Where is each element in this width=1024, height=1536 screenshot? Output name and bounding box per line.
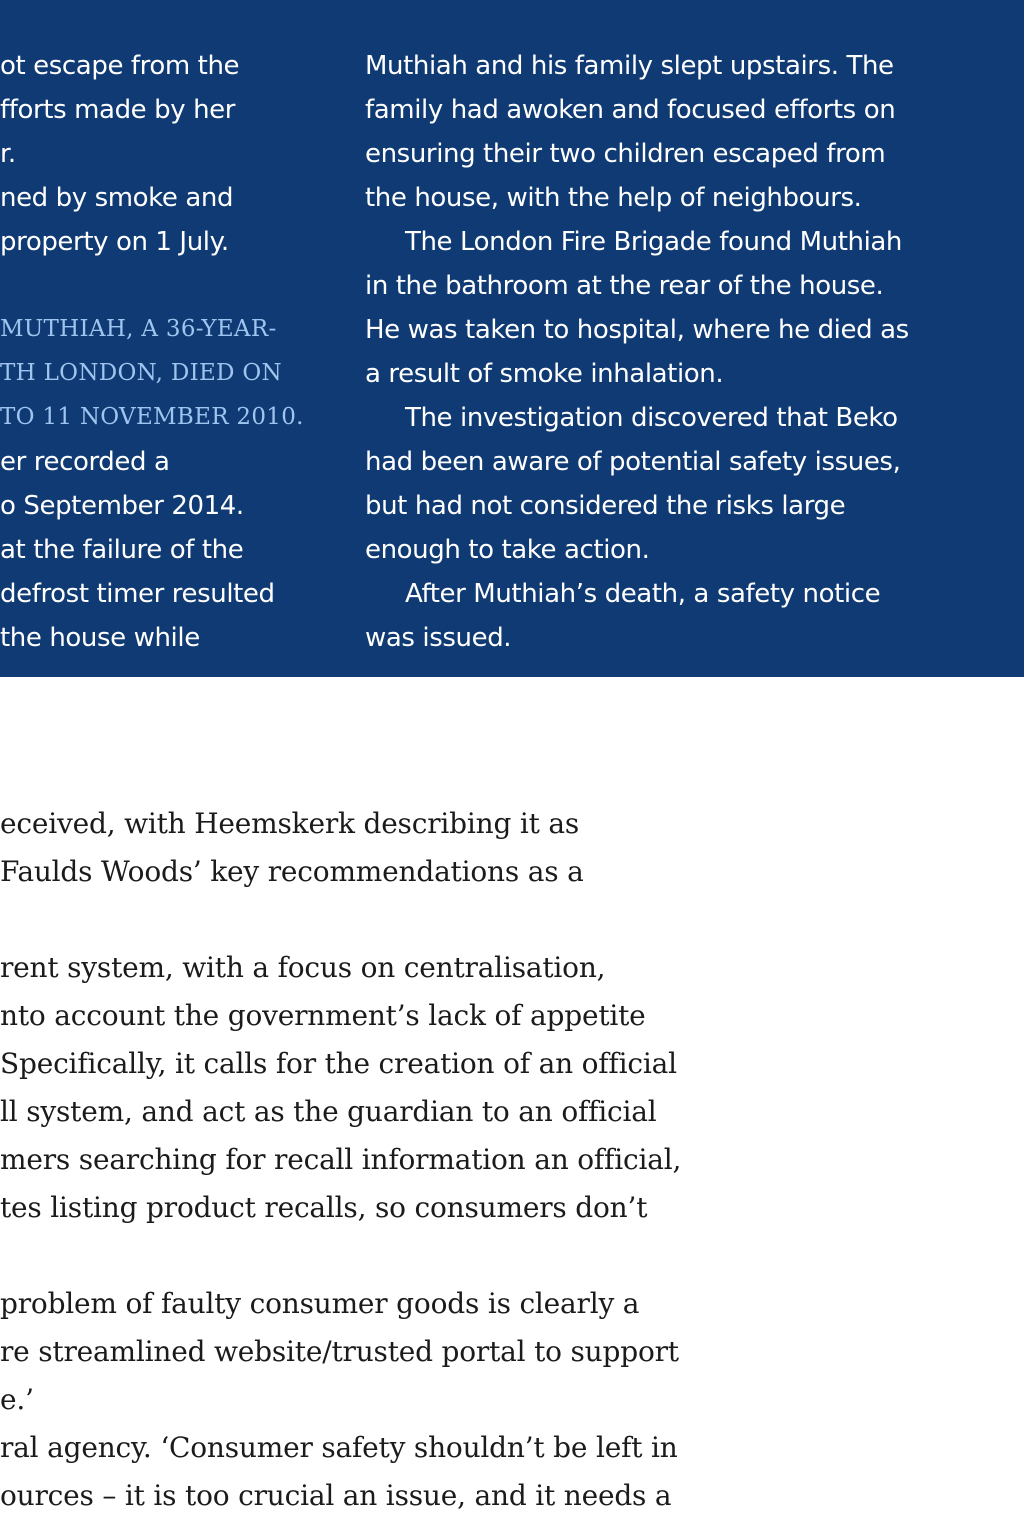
panel-right-line: in the bathroom at the rear of the house. xyxy=(365,271,884,301)
case-study-panel xyxy=(0,0,1024,677)
panel-left-line: property on 1 July. xyxy=(0,227,229,257)
panel-right-line: family had awoken and focused efforts on xyxy=(365,95,896,125)
panel-caps-line: MUTHIAH, A 36-YEAR- xyxy=(0,316,277,342)
article-line: mers searching for recall information an official, xyxy=(0,1143,682,1176)
panel-left-line: o September 2014. xyxy=(0,491,244,521)
panel-right-line: the house, with the help of neighbours. xyxy=(365,183,862,213)
panel-right-line: but had not considered the risks large xyxy=(365,491,846,521)
panel-right-line: After Muthiah’s death, a safety notice xyxy=(405,579,881,609)
panel-right-line: ensuring their two children escaped from xyxy=(365,139,886,169)
panel-right-line: The London Fire Brigade found Muthiah xyxy=(405,227,903,257)
article-line: Specifically, it calls for the creation of an official xyxy=(0,1047,677,1080)
panel-left-line: er recorded a xyxy=(0,447,170,477)
panel-right-line: He was taken to hospital, where he died as xyxy=(365,315,909,345)
article-line: Faulds Woods’ key recommendations as a xyxy=(0,855,584,888)
article-line: eceived, with Heemskerk describing it as xyxy=(0,807,580,840)
article-line: ral agency. ‘Consumer safety shouldn’t be left in xyxy=(0,1431,678,1464)
panel-left-line: ot escape from the xyxy=(0,51,240,81)
article-line: problem of faulty consumer goods is clearly a xyxy=(0,1287,640,1320)
panel-caps-line: TO 11 NOVEMBER 2010. xyxy=(0,404,304,430)
panel-left-line: the house while xyxy=(0,623,200,653)
panel-left-line: defrost timer resulted xyxy=(0,579,275,609)
article-line: rent system, with a focus on centralisation, xyxy=(0,951,606,984)
panel-left-line: r. xyxy=(0,139,16,169)
panel-right-line: The investigation discovered that Beko xyxy=(405,403,898,433)
panel-right-line: a result of smoke inhalation. xyxy=(365,359,724,389)
panel-right-line: enough to take action. xyxy=(365,535,650,565)
panel-caps-line: TH LONDON, DIED ON xyxy=(0,360,282,386)
article-line: nto account the government’s lack of appetite xyxy=(0,999,646,1032)
article-line: ll system, and act as the guardian to an official xyxy=(0,1095,657,1128)
panel-left-line: fforts made by her xyxy=(0,95,236,125)
panel-right-line: had been aware of potential safety issues, xyxy=(365,447,901,477)
article-line: ources – it is too crucial an issue, and it needs a xyxy=(0,1479,672,1512)
panel-right-line: Muthiah and his family slept upstairs. The xyxy=(365,51,894,81)
panel-left-line: ned by smoke and xyxy=(0,183,234,213)
panel-left-line: at the failure of the xyxy=(0,535,244,565)
article-line: re streamlined website/trusted portal to support xyxy=(0,1335,679,1368)
article-line: e.’ xyxy=(0,1383,34,1416)
panel-right-line: was issued. xyxy=(365,623,512,653)
article-line: tes listing product recalls, so consumers don’t xyxy=(0,1191,648,1224)
